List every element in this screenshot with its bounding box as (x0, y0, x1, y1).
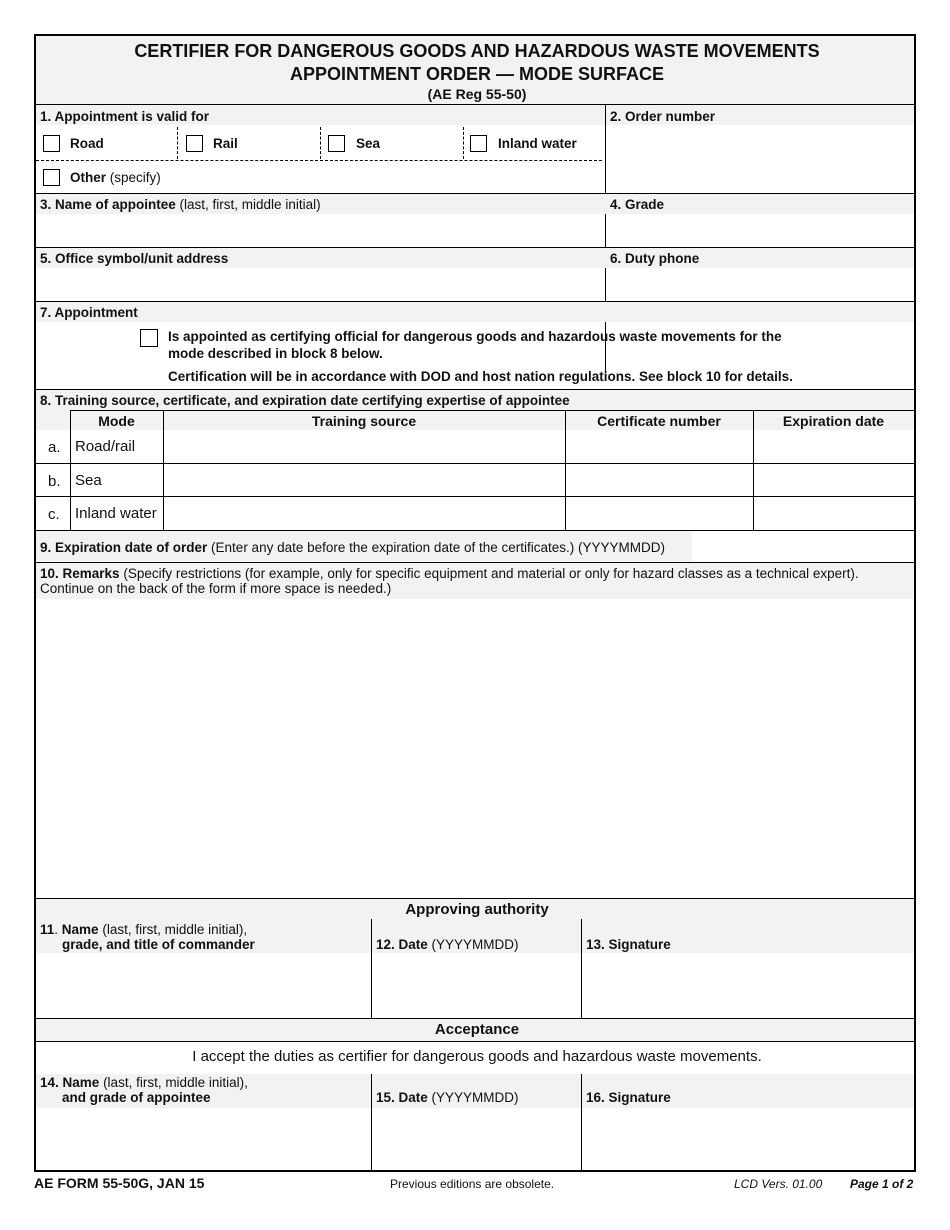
form-id: AE FORM 55-50G, JAN 15 (34, 1175, 205, 1191)
rail-checkbox[interactable] (186, 135, 203, 152)
block4-label: 4. Grade (610, 197, 665, 212)
editions-note: Previous editions are obsolete. (390, 1177, 555, 1191)
row-c-expiration-field[interactable] (755, 498, 912, 529)
row-c-letter: c. (48, 506, 60, 523)
block16-label: 16. Signature (586, 1090, 671, 1105)
appointment-text-line3: Certification will be in accordance with DOD and host nation regulations. See block 10 for details. (168, 369, 793, 384)
approval-date-field[interactable] (373, 955, 579, 1017)
sea-checkbox[interactable] (328, 135, 345, 152)
col-mode: Mode (98, 413, 135, 429)
other-label: Other (specify) (70, 170, 161, 185)
row-b-letter: b. (48, 473, 61, 490)
grade-field[interactable] (608, 216, 912, 246)
appointee-name-grade-field[interactable] (38, 1110, 369, 1170)
appointee-name-field[interactable] (38, 216, 602, 246)
appointment-order-form (34, 34, 916, 1172)
col-expiration-date: Expiration date (782, 413, 885, 429)
block2-label: 2. Order number (610, 109, 716, 124)
row-a-certificate-field[interactable] (567, 432, 751, 462)
appointee-signature-field[interactable] (583, 1110, 912, 1170)
block10-label: 10. Remarks (Specify restrictions (for example, only for specific equipment and material or only for hazard classes as a technical expert). (40, 566, 859, 581)
remarks-field[interactable] (38, 601, 912, 897)
row-c-mode: Inland water (75, 505, 157, 522)
rail-label: Rail (213, 136, 238, 151)
road-label: Road (70, 136, 104, 151)
row-c-certificate-field[interactable] (567, 498, 751, 529)
row-b-expiration-field[interactable] (755, 465, 912, 495)
row-a-expiration-field[interactable] (755, 432, 912, 462)
acceptance-heading: Acceptance (434, 1021, 520, 1038)
form-regulation: (AE Reg 55-50) (427, 86, 527, 102)
form-title-line2: APPOINTMENT ORDER — MODE SURFACE (289, 64, 665, 84)
acceptance-statement: I accept the duties as certifier for dangerous goods and hazardous waste movements. (192, 1048, 762, 1065)
other-checkbox[interactable] (43, 169, 60, 186)
row-b-certificate-field[interactable] (567, 465, 751, 495)
col-training-source: Training source (311, 413, 417, 429)
block3-label: 3. Name of appointee (last, first, middle initial) (40, 197, 321, 212)
row-c-training-source-field[interactable] (165, 498, 563, 529)
appointment-text-line1: Is appointed as certifying official for dangerous goods and hazardous waste movements for the (168, 329, 782, 344)
inland-water-label: Inland water (498, 136, 577, 151)
commander-name-field[interactable] (38, 955, 369, 1017)
row-a-training-source-field[interactable] (165, 432, 563, 462)
appointment-text-line2: mode described in block 8 below. (168, 346, 383, 361)
block14-label-line2: and grade of appointee (62, 1090, 211, 1105)
page-number: Page 1 of 2 (850, 1177, 914, 1191)
row-b-training-source-field[interactable] (165, 465, 563, 495)
block9-label: 9. Expiration date of order (Enter any date before the expiration date of the certificates.) (YYYYMMDD) (40, 540, 666, 555)
row-a-letter: a. (48, 439, 61, 456)
block5-label: 5. Office symbol/unit address (40, 251, 229, 266)
block14-label: 14. Name (last, first, middle initial), (40, 1075, 248, 1090)
approving-authority-heading: Approving authority (405, 901, 549, 918)
row-b-mode: Sea (75, 472, 102, 489)
sea-label: Sea (356, 136, 381, 151)
block8-label: 8. Training source, certificate, and expiration date certifying expertise of appointee (40, 393, 570, 408)
form-title-line1: CERTIFIER FOR DANGEROUS GOODS AND HAZARDOUS WASTE MOVEMENTS (134, 41, 820, 61)
block11-label: 11. Name (last, first, middle initial), (40, 922, 248, 937)
block13-label: 13. Signature (586, 937, 671, 952)
block1-label: 1. Appointment is valid for (40, 109, 210, 124)
commander-signature-field[interactable] (583, 955, 912, 1017)
version-label: LCD Vers. 01.00 (734, 1177, 823, 1191)
block6-label: 6. Duty phone (610, 251, 700, 266)
acceptance-date-field[interactable] (373, 1110, 579, 1170)
road-checkbox[interactable] (43, 135, 60, 152)
col-certificate-number: Certificate number (597, 413, 721, 429)
block12-label: 12. Date (YYYYMMDD) (376, 937, 519, 952)
appointment-checkbox[interactable] (140, 329, 158, 347)
duty-phone-field[interactable] (608, 270, 912, 300)
inland-water-checkbox[interactable] (470, 135, 487, 152)
block10-hint-line2: Continue on the back of the form if more space is needed.) (40, 581, 392, 596)
office-address-field[interactable] (38, 270, 602, 300)
row-a-mode: Road/rail (75, 438, 136, 455)
block7-label: 7. Appointment (40, 305, 138, 320)
block11-label-line2: grade, and title of commander (62, 937, 255, 952)
order-expiration-field[interactable] (694, 532, 912, 560)
order-number-field[interactable] (608, 128, 912, 192)
block15-label: 15. Date (YYYYMMDD) (376, 1090, 519, 1105)
